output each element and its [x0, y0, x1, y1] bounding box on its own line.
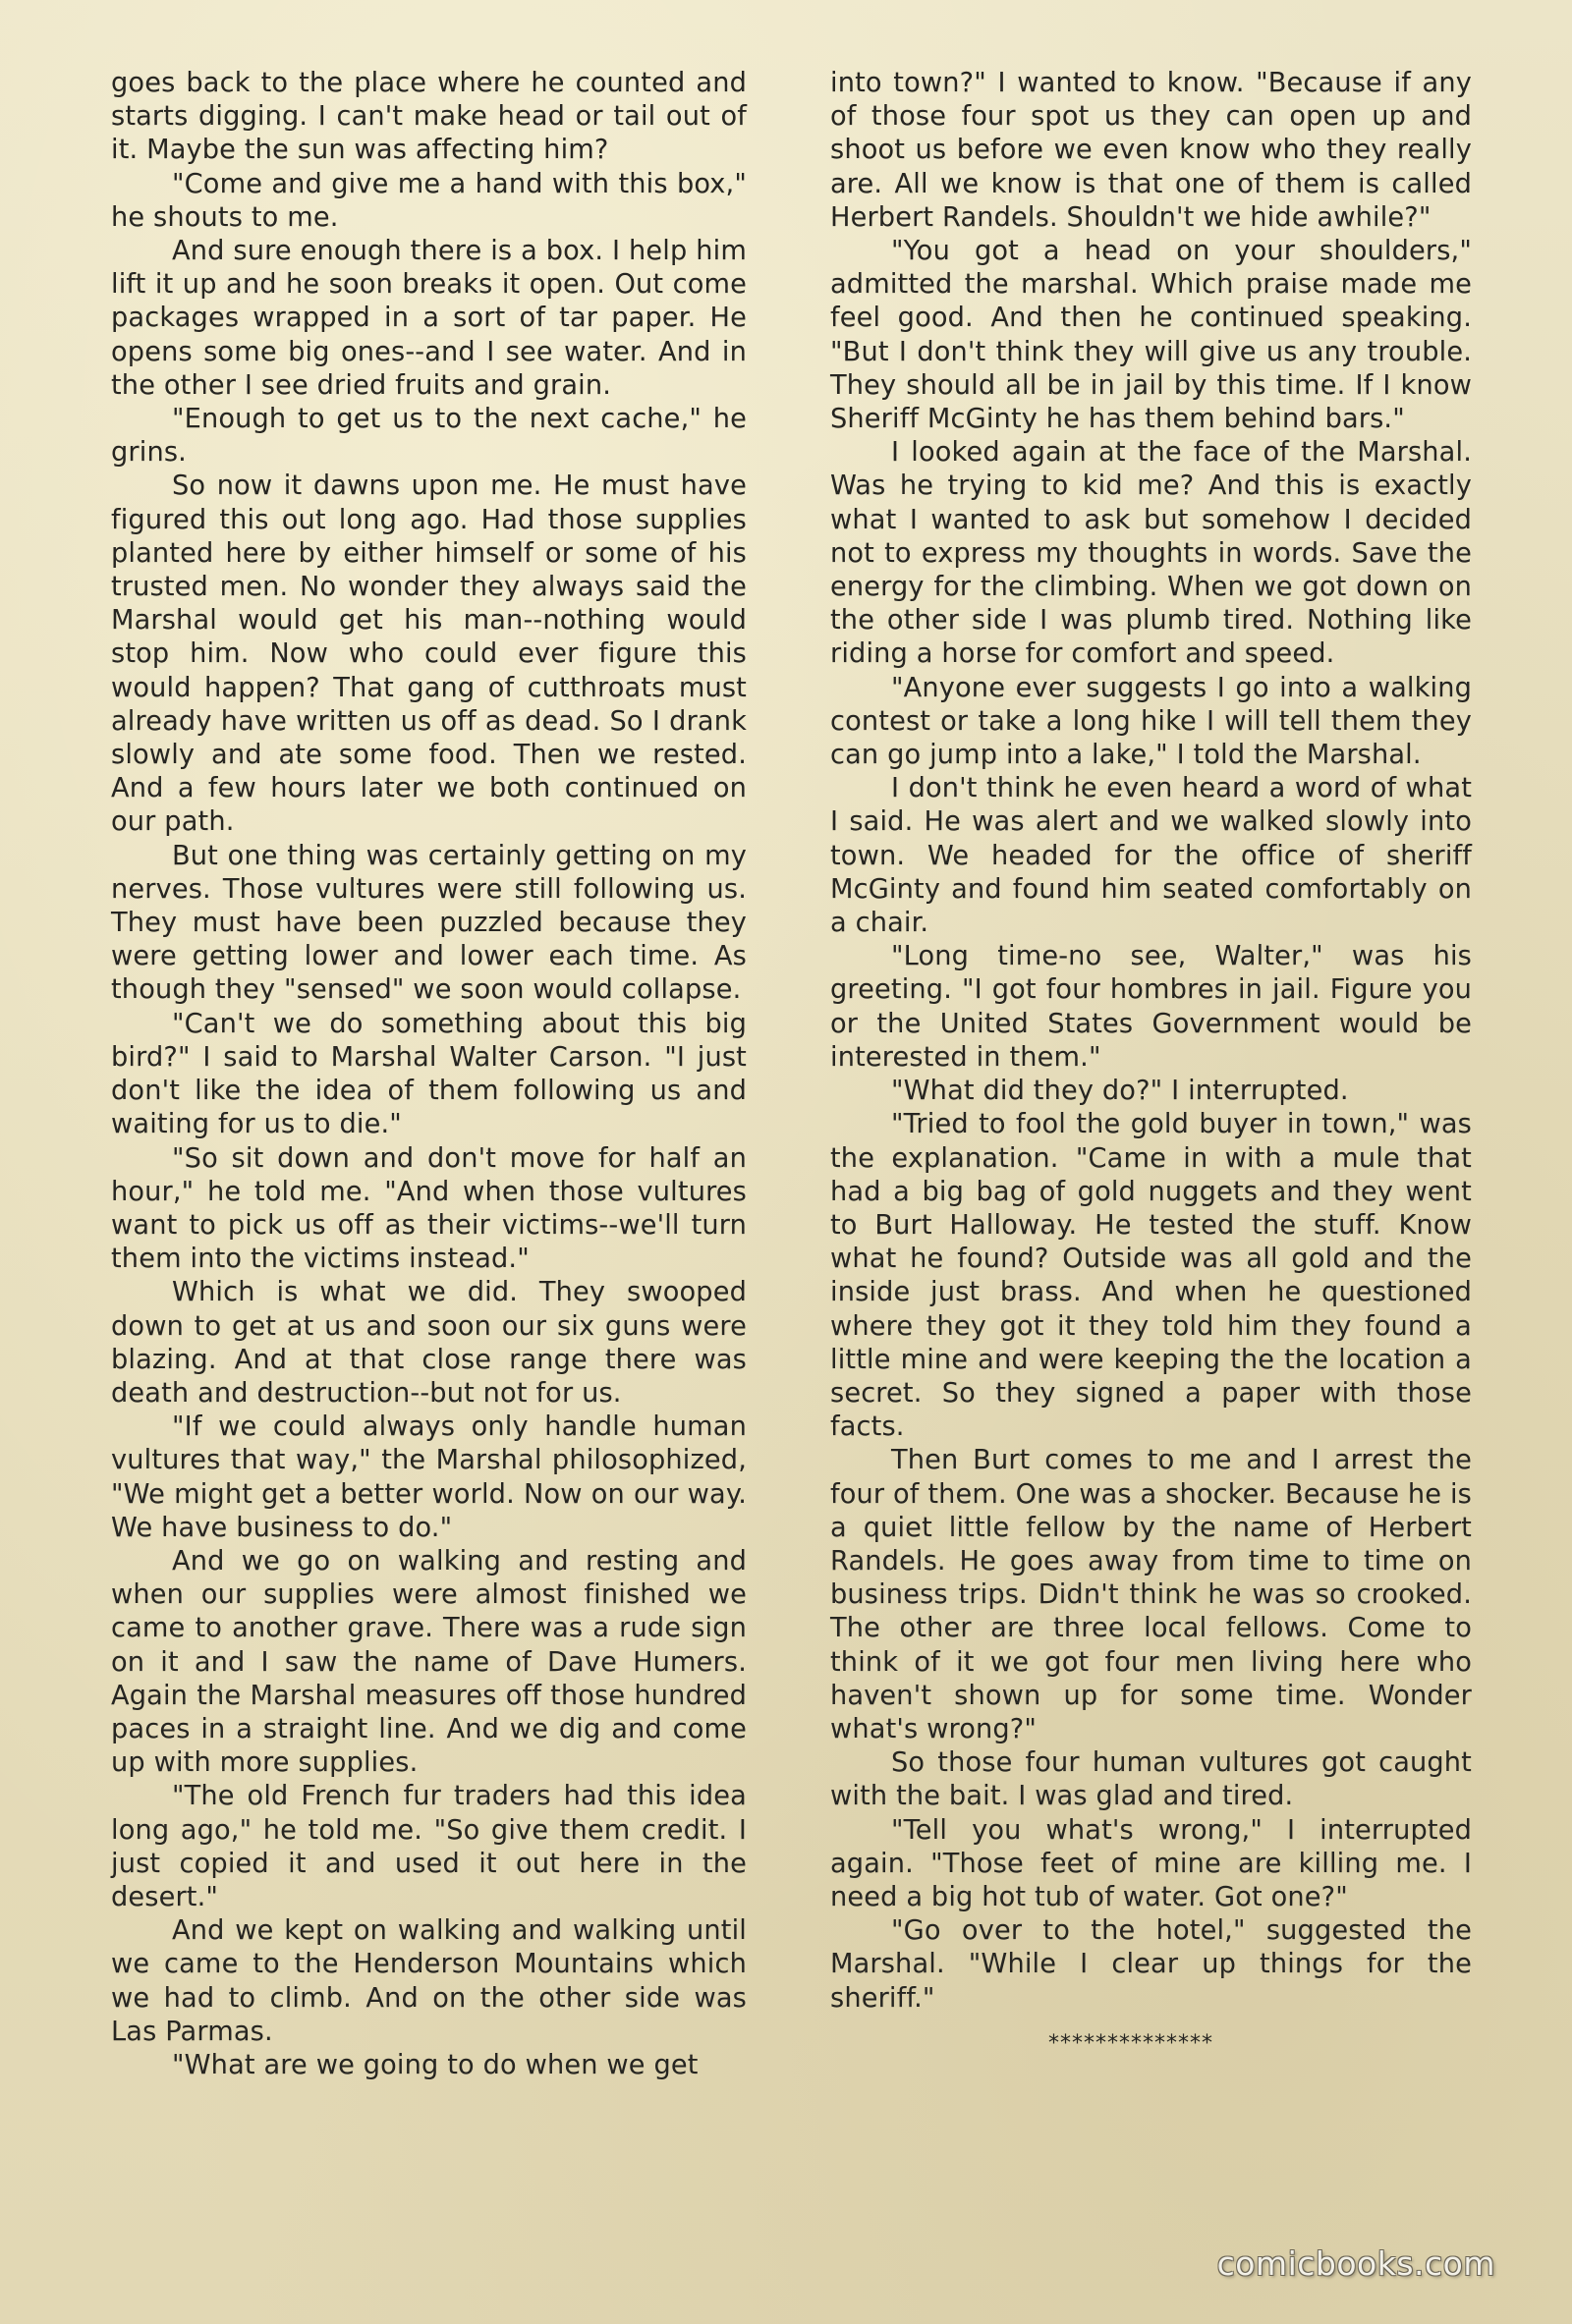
paragraph: into town?" I wanted to know. "Because if any of those four spot us they can open up and shoot us before we even know who they really are. All we know is that one of them is called Herbert Randels. Shouldn't we hide awhile?"	[830, 68, 1472, 233]
paragraph: "Tried to fool the gold buyer in town," was the explanation. "Came in with a mule that had a big bag of gold nuggets and they went to Burt Halloway. He tested the stuff. Know what he found? Outside was all gold and the inside just brass. And when he questioned where they got it they told him they found a little mine and were keeping the the location a secret. So they signed a paper with those facts.	[830, 1109, 1472, 1443]
paragraph: "Enough to get us to the next cache," he grins.	[111, 404, 747, 469]
paragraph: "Anyone ever suggests I go into a walking contest or take a long hike I will tell them they can go jump into a lake," I told the Marshal.	[830, 672, 1472, 771]
site-watermark: comicbooks.com	[1216, 2244, 1495, 2283]
paragraph: "So sit down and don't move for half an hour," he told me. "And when those vultures want to pick us off as their victims--we'll turn them into the victims instead."	[111, 1142, 747, 1275]
paragraph: "Come and give me a hand with this box," he shouts to me.	[111, 168, 747, 233]
paragraph: "The old French fur traders had this idea long ago," he told me. "So give them credit. I just copied it and used it out here in the desert."	[111, 1781, 747, 1912]
paragraph: "What did they do?" I interrupted.	[891, 1076, 1349, 1107]
paragraph: "What are we going to do when we get	[172, 2049, 699, 2080]
paragraph: "If we could always only handle human vultures that way," the Marshal philosophized, "We might get a better world. Now on our way. We have business to do."	[111, 1411, 747, 1543]
paragraph: So now it dawns upon me. He must have figured this out long ago. Had those supplies planted here by either himself or some of his trusted men. No wonder they always said the Marshal would get his man--nothing would stop him. Now who could ever figure this would happen? That gang of cutthroats must already have written us off as dead. So I drank slowly and ate some food. Then we rested. And a few hours later we both continued on our path.	[111, 470, 747, 838]
paragraph: So those four human vultures got caught with the bait. I was glad and tired.	[830, 1747, 1472, 1812]
paragraph: "Long time-no see, Walter," was his greeting. "I got four hombres in jail. Figure you or the United States Government would be interested in them."	[830, 941, 1472, 1073]
paragraph: I don't think he even heard a word of what I said. He was alert and we walked slowly into town. We headed for the office of sheriff McGinty and found him seated comfortably on a chair.	[830, 773, 1472, 939]
right-text-column	[830, 67, 1472, 2061]
paragraph: Then Burt comes to me and I arrest the four of them. One was a shocker. Because he is a quiet little fellow by the name of Herbert Randels. He goes away from time to time on business trips. Didn't think he was so crooked. The other are three local fellows. Come to think of it we got four men living here who haven't shown up for some time. Wonder what's wrong?"	[830, 1445, 1472, 1744]
paragraph: And sure enough there is a box. I help him lift it up and he soon breaks it open. Out come packages wrapped in a sort of tar paper. He opens some big ones--and I see water. And in the other I see dried fruits and grain.	[111, 236, 747, 401]
paragraph: goes back to the place where he counted and starts digging. I can't make head or tail out of it. Maybe the sun was affecting him?	[111, 68, 747, 166]
left-text-column	[111, 67, 747, 2082]
end-of-story-mark: **************	[1048, 2030, 1213, 2056]
paragraph: "You got a head on your shoulders," admitted the marshal. Which praise made me feel good. And then he continued speaking. "But I don't think they will give us any trouble. They should all be in jail by this time. If I know Sheriff McGinty he has them behind bars."	[830, 236, 1472, 435]
paragraph: "Tell you what's wrong," I interrupted again. "Those feet of mine are killing me. I need a big hot tub of water. Got one?"	[830, 1814, 1472, 1912]
paragraph: And we go on walking and resting and when our supplies were almost finished we came to another grave. There was a rude sign on it and I saw the name of Dave Humers. Again the Marshal measures off those hundred paces in a straight line. And we dig and come up with more supplies.	[111, 1545, 747, 1779]
paragraph: But one thing was certainly getting on my nerves. Those vultures were still following us. They must have been puzzled because they were getting lower and lower each time. As though they "sensed" we soon would collapse.	[111, 840, 747, 1006]
paragraph: "Can't we do something about this big bird?" I said to Marshal Walter Carson. "I just don't like the idea of them following us and waiting for us to die."	[111, 1008, 747, 1140]
paragraph: "Go over to the hotel," suggested the Marshal. "While I clear up things for the sheriff."	[830, 1915, 1472, 2014]
paragraph: And we kept on walking and walking until we came to the Henderson Mountains which we had to climb. And on the other side was Las Parmas.	[111, 1915, 747, 2047]
paragraph: I looked again at the face of the Marshal. Was he trying to kid me? And this is exactly what I wanted to ask but somehow I decided not to express my thoughts in words. Save the energy for the climbing. When we got down on the other side I was plumb tired. Nothing like riding a horse for comfort and speed.	[830, 437, 1472, 670]
paragraph: Which is what we did. They swooped down to get at us and soon our six guns were blazing. And at that close range there was death and destruction--but not for us.	[111, 1277, 747, 1409]
